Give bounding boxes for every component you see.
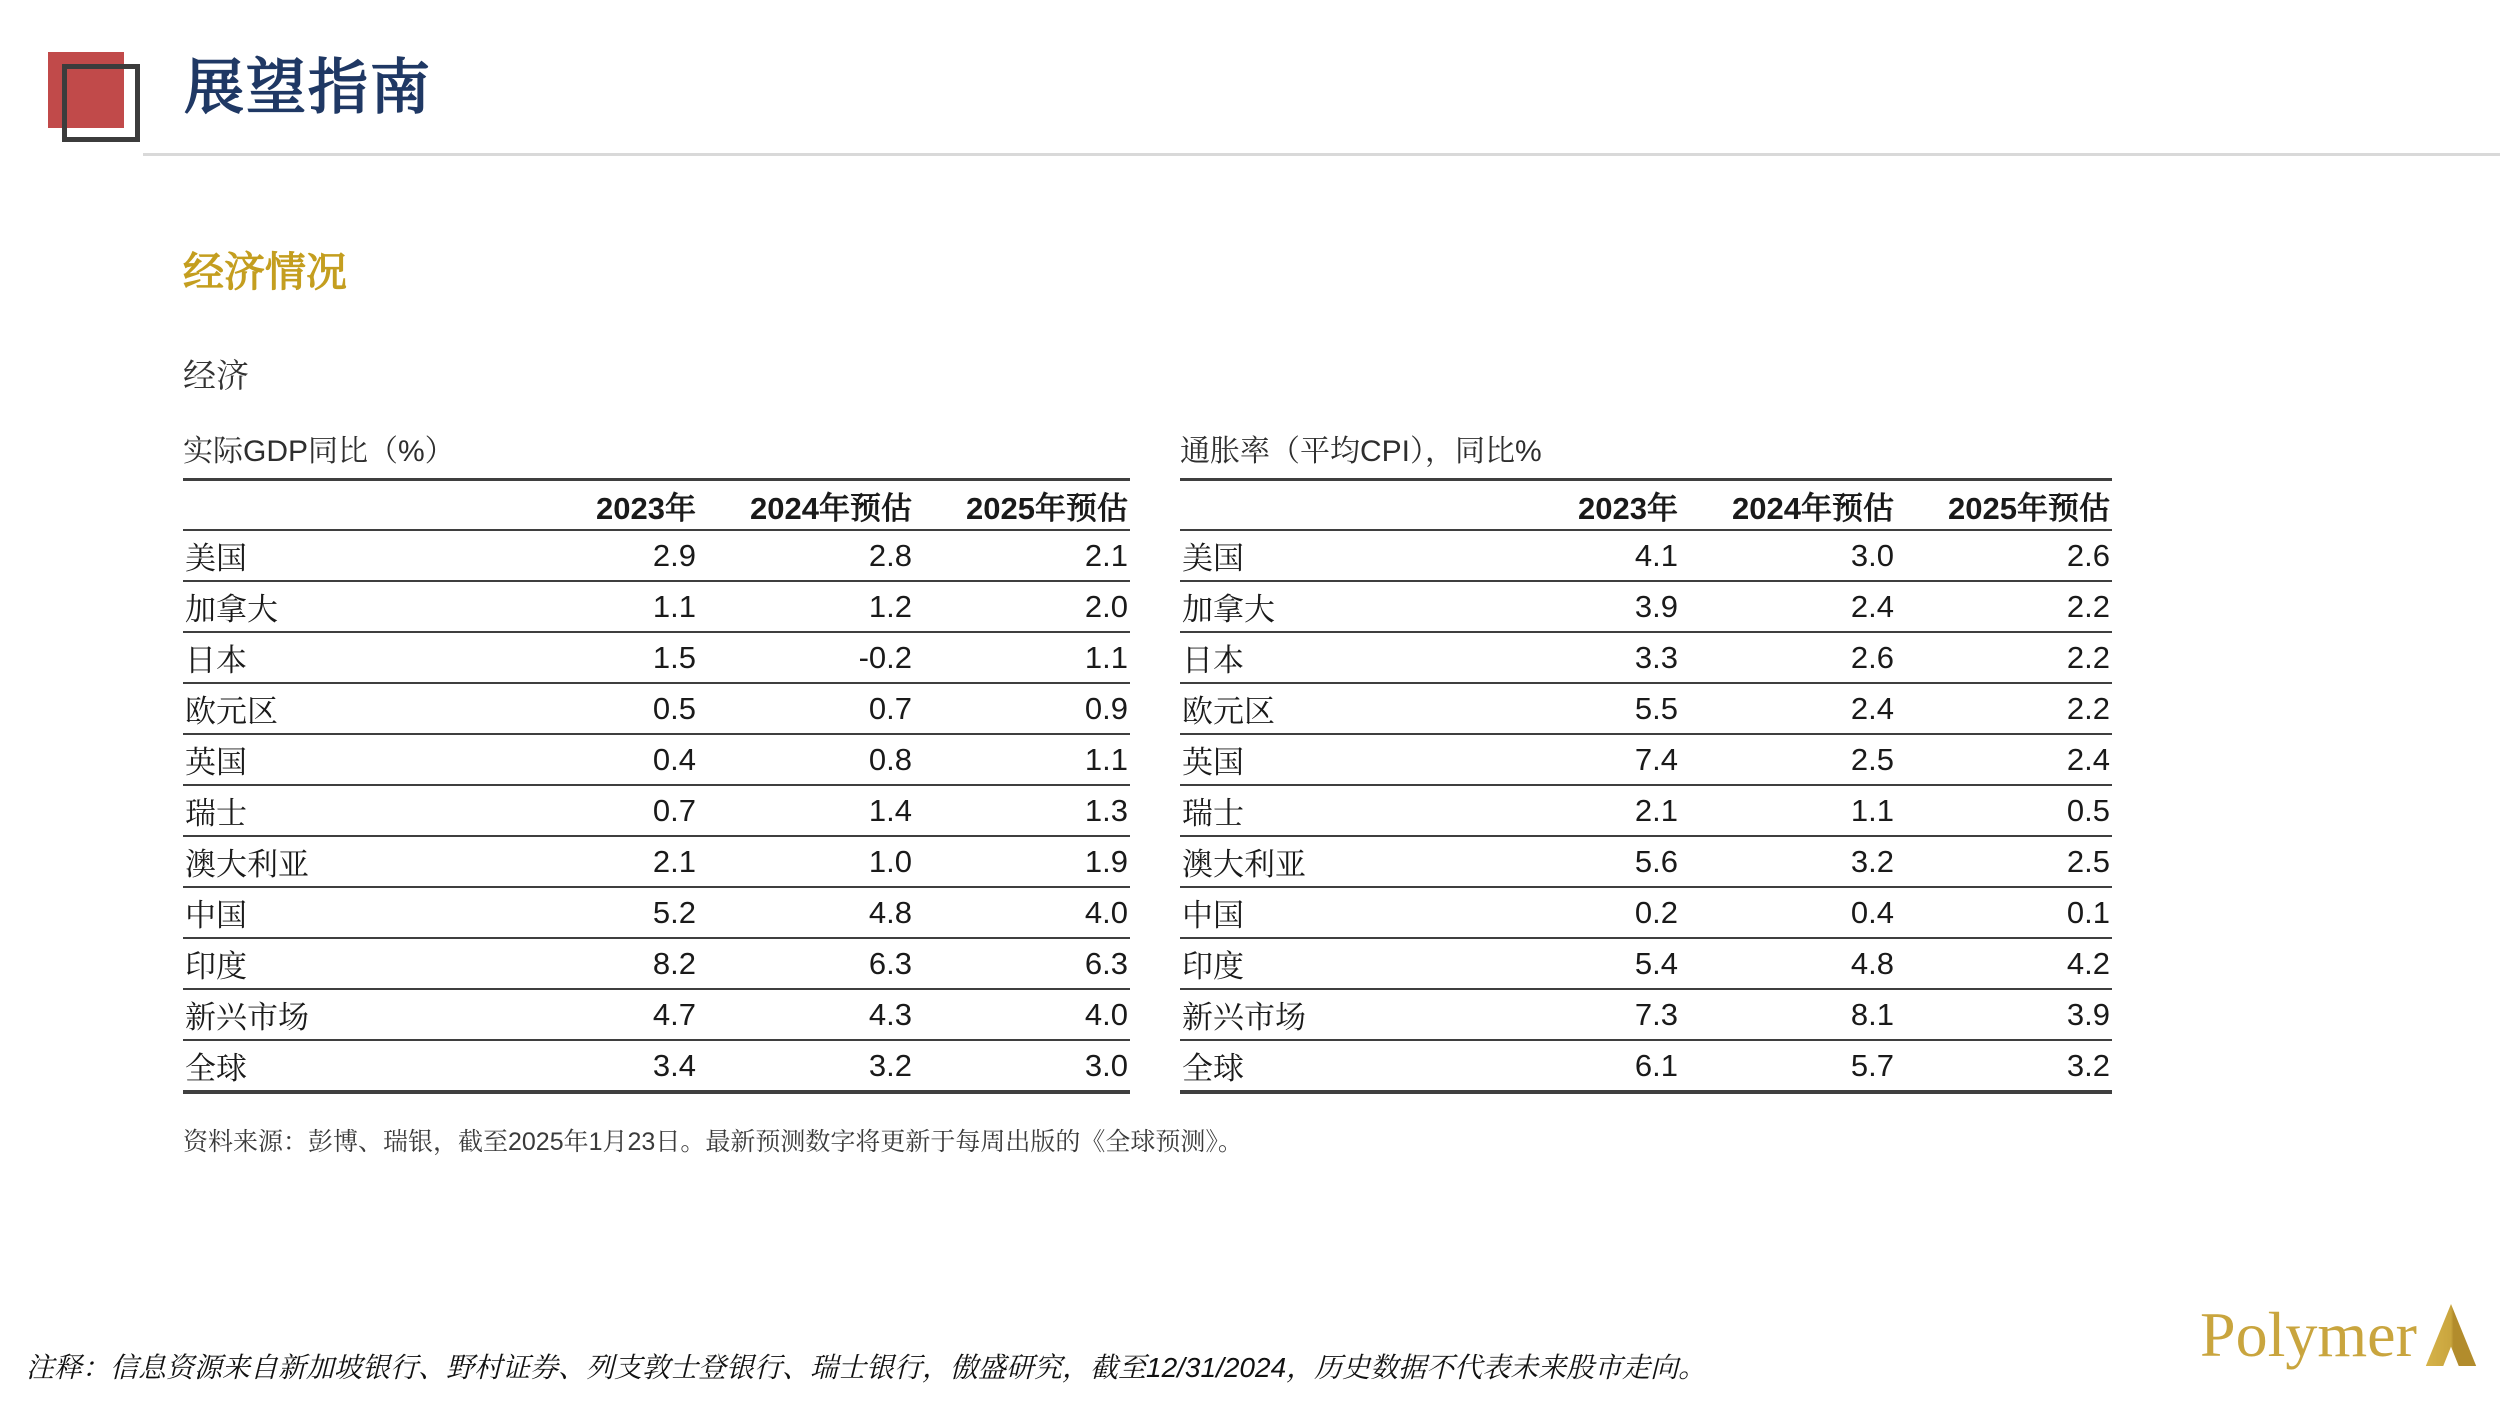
- cell-value: 6.3: [914, 938, 1130, 989]
- section-subheading: 经济: [183, 357, 249, 394]
- table-row: [1180, 836, 2112, 887]
- cell-value: 7.4: [1464, 734, 1680, 785]
- column-header: 2025年预估: [1896, 480, 2112, 531]
- cell-value: 1.1: [1680, 785, 1896, 836]
- cell-value: 7.3: [1464, 989, 1680, 1040]
- cell-value: 4.2: [1896, 938, 2112, 989]
- source-note: 资料来源：彭博、瑞银，截至2025年1月23日。最新预测数字将更新于每周出版的《全球预测》。: [183, 1128, 1243, 1156]
- row-label: 欧元区: [1180, 683, 1464, 734]
- cell-value: 2.6: [1896, 530, 2112, 581]
- cell-value: 1.1: [482, 581, 698, 632]
- cell-value: 5.7: [1680, 1040, 1896, 1092]
- column-header: 2023年: [1464, 480, 1680, 531]
- table-row: [1180, 938, 2112, 989]
- row-label: 加拿大: [183, 581, 482, 632]
- row-label: 日本: [1180, 632, 1464, 683]
- cell-value: 1.1: [914, 632, 1130, 683]
- row-label: 全球: [183, 1040, 482, 1092]
- cell-value: 2.5: [1680, 734, 1896, 785]
- column-header: 2023年: [482, 480, 698, 531]
- header-row: [183, 480, 1130, 531]
- row-label: 中国: [1180, 887, 1464, 938]
- cell-value: 4.8: [698, 887, 914, 938]
- row-label: 欧元区: [183, 683, 482, 734]
- cell-value: 0.4: [1680, 887, 1896, 938]
- cell-value: 1.3: [914, 785, 1130, 836]
- cell-value: 0.5: [1896, 785, 2112, 836]
- footnote: 注释：信息资源来自新加坡银行、野村证券、列支敦士登银行、瑞士银行，傲盛研究，截至12/31/2024，历史数据不代表未来股市走向。: [26, 1352, 1707, 1383]
- row-label: 英国: [183, 734, 482, 785]
- table-row: [183, 785, 1130, 836]
- column-header: 2024年预估: [1680, 480, 1896, 531]
- cell-value: 6.1: [1464, 1040, 1680, 1092]
- header-row: [1180, 480, 2112, 531]
- cell-value: 3.0: [914, 1040, 1130, 1092]
- cell-value: 3.2: [1680, 836, 1896, 887]
- table-row: [183, 734, 1130, 785]
- cell-value: 2.0: [914, 581, 1130, 632]
- brand-outline-square-icon: [62, 64, 140, 142]
- table-row: [183, 581, 1130, 632]
- cell-value: 2.4: [1680, 683, 1896, 734]
- table-row: [1180, 581, 2112, 632]
- row-label: 美国: [183, 530, 482, 581]
- table-title: 通胀率（平均CPI），同比%: [1180, 435, 1542, 468]
- table-row: [183, 683, 1130, 734]
- row-label: 印度: [1180, 938, 1464, 989]
- data-table: [183, 478, 1130, 1094]
- row-label: 瑞士: [183, 785, 482, 836]
- cell-value: 1.1: [914, 734, 1130, 785]
- row-label: 印度: [183, 938, 482, 989]
- brand-logo: [2200, 1299, 2477, 1371]
- table-row: [1180, 683, 2112, 734]
- cell-value: 0.1: [1896, 887, 2112, 938]
- cell-value: 2.2: [1896, 581, 2112, 632]
- cell-value: 3.2: [1896, 1040, 2112, 1092]
- row-label: 加拿大: [1180, 581, 1464, 632]
- cell-value: 0.5: [482, 683, 698, 734]
- table-row: [1180, 785, 2112, 836]
- cell-value: -0.2: [698, 632, 914, 683]
- cell-value: 3.4: [482, 1040, 698, 1092]
- cell-value: 2.2: [1896, 683, 2112, 734]
- row-label: 新兴市场: [183, 989, 482, 1040]
- cell-value: 2.8: [698, 530, 914, 581]
- cell-value: 0.8: [698, 734, 914, 785]
- cell-value: 4.1: [1464, 530, 1680, 581]
- data-table: [1180, 478, 2112, 1094]
- cell-value: 1.9: [914, 836, 1130, 887]
- cell-value: 4.7: [482, 989, 698, 1040]
- page-title: 展望指南: [184, 54, 432, 121]
- cell-value: 3.3: [1464, 632, 1680, 683]
- table-row: [1180, 530, 2112, 581]
- table-row: [1180, 632, 2112, 683]
- cell-value: 1.4: [698, 785, 914, 836]
- brand-caret-triangle-icon: [2425, 1304, 2477, 1366]
- table-row: [1180, 1040, 2112, 1092]
- table-row: [1180, 887, 2112, 938]
- cell-value: 4.0: [914, 989, 1130, 1040]
- brand-logo-text: Polymer: [2200, 1299, 2417, 1371]
- cell-value: 3.0: [1680, 530, 1896, 581]
- row-label: 澳大利亚: [183, 836, 482, 887]
- cell-value: 4.0: [914, 887, 1130, 938]
- cell-value: 5.6: [1464, 836, 1680, 887]
- section-heading: 经济情况: [183, 249, 347, 295]
- header-divider: [143, 153, 2500, 156]
- cell-value: 1.0: [698, 836, 914, 887]
- column-header-blank: [183, 480, 482, 531]
- row-label: 瑞士: [1180, 785, 1464, 836]
- cell-value: 0.2: [1464, 887, 1680, 938]
- cell-value: 2.1: [1464, 785, 1680, 836]
- cell-value: 4.8: [1680, 938, 1896, 989]
- row-label: 澳大利亚: [1180, 836, 1464, 887]
- row-label: 英国: [1180, 734, 1464, 785]
- cell-value: 2.6: [1680, 632, 1896, 683]
- table-row: [183, 632, 1130, 683]
- cell-value: 1.5: [482, 632, 698, 683]
- cell-value: 0.9: [914, 683, 1130, 734]
- cell-value: 8.2: [482, 938, 698, 989]
- cell-value: 5.4: [1464, 938, 1680, 989]
- cell-value: 1.2: [698, 581, 914, 632]
- table-title: 实际GDP同比（%）: [183, 435, 455, 468]
- cell-value: 0.7: [482, 785, 698, 836]
- cell-value: 2.5: [1896, 836, 2112, 887]
- table-row: [1180, 734, 2112, 785]
- row-label: 美国: [1180, 530, 1464, 581]
- table-row: [1180, 989, 2112, 1040]
- cell-value: 8.1: [1680, 989, 1896, 1040]
- table-row: [183, 887, 1130, 938]
- cell-value: 0.4: [482, 734, 698, 785]
- cell-value: 6.3: [698, 938, 914, 989]
- row-label: 日本: [183, 632, 482, 683]
- cell-value: 2.9: [482, 530, 698, 581]
- table-row: [183, 836, 1130, 887]
- table-row: [183, 938, 1130, 989]
- table-row: [183, 530, 1130, 581]
- cpi-table-section: [1180, 434, 2112, 1094]
- cell-value: 3.2: [698, 1040, 914, 1092]
- cell-value: 3.9: [1464, 581, 1680, 632]
- row-label: 中国: [183, 887, 482, 938]
- table-row: [183, 989, 1130, 1040]
- row-label: 全球: [1180, 1040, 1464, 1092]
- cell-value: 0.7: [698, 683, 914, 734]
- cell-value: 2.1: [482, 836, 698, 887]
- cell-value: 5.5: [1464, 683, 1680, 734]
- cell-value: 2.4: [1896, 734, 2112, 785]
- cell-value: 2.2: [1896, 632, 2112, 683]
- cell-value: 2.1: [914, 530, 1130, 581]
- column-header: 2024年预估: [698, 480, 914, 531]
- table-row: [183, 1040, 1130, 1092]
- cell-value: 3.9: [1896, 989, 2112, 1040]
- cell-value: 5.2: [482, 887, 698, 938]
- column-header: 2025年预估: [914, 480, 1130, 531]
- cell-value: 4.3: [698, 989, 914, 1040]
- cell-value: 2.4: [1680, 581, 1896, 632]
- column-header-blank: [1180, 480, 1464, 531]
- row-label: 新兴市场: [1180, 989, 1464, 1040]
- gdp-table-section: [183, 434, 1130, 1094]
